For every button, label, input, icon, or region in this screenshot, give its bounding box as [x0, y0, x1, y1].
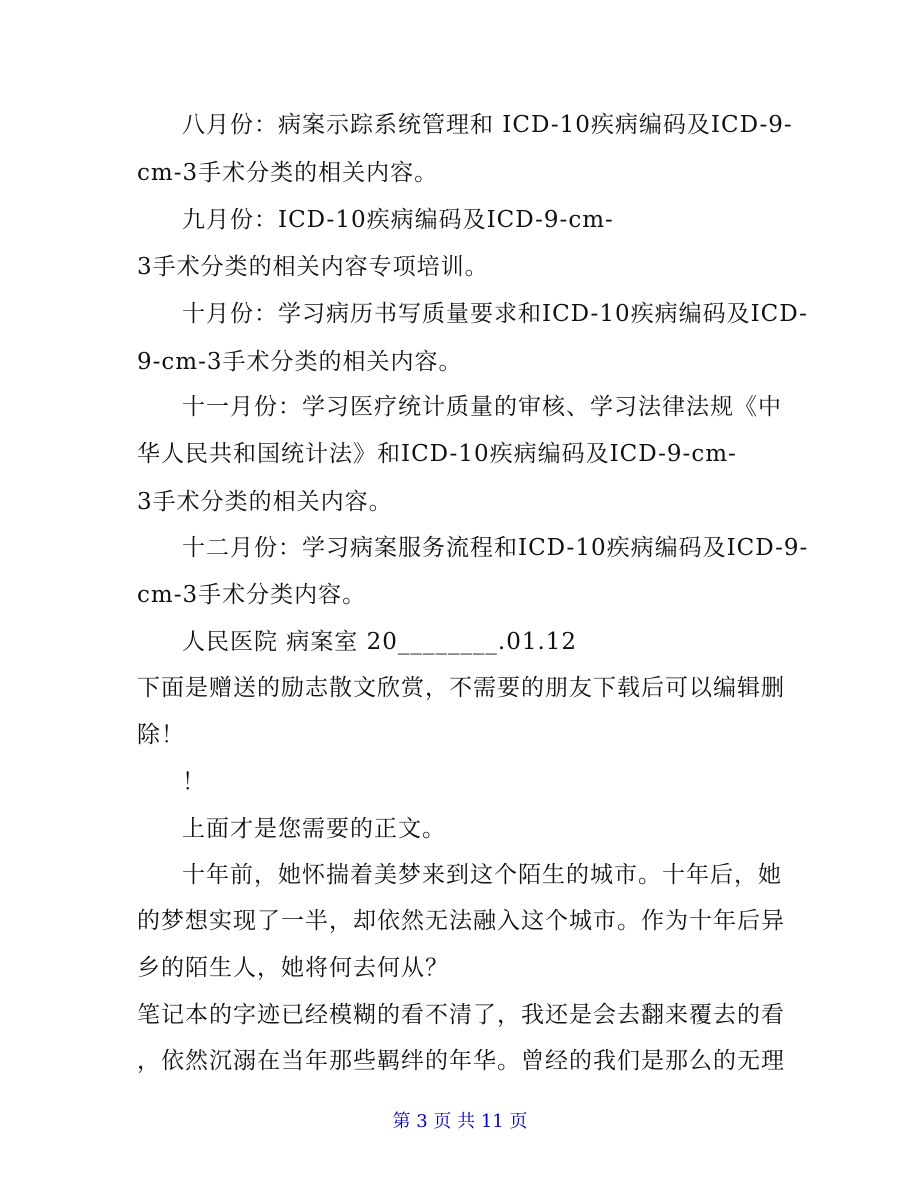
text-line: cm-3手术分类的相关内容。: [137, 160, 439, 186]
text-line: 的梦想实现了一半，却依然无法融入这个城市。作为十年后异: [137, 908, 785, 934]
text-line: 华人民共和国统计法》和ICD-10疾病编码及ICD-9-cm-: [137, 441, 737, 467]
text-line: 3手术分类的相关内容专项培训。: [137, 254, 489, 280]
text-line: 3手术分类的相关内容。: [137, 489, 393, 515]
text-line: 十年前，她怀揣着美梦来到这个陌生的城市。十年后，她: [182, 862, 782, 888]
text-line: 乡的陌生人，她将何去何从？: [137, 955, 449, 981]
text-line: ，依然沉溺在当年那些羁绊的年华。曾经的我们是那么的无理: [137, 1048, 785, 1074]
text-line: 除！: [137, 722, 185, 748]
text-line: 上面才是您需要的正文。: [182, 816, 446, 842]
text-line: 十一月份：学习医疗统计质量的审核、学习法律法规《中: [182, 394, 782, 420]
page-number-footer: 第 3 页 共 11 页: [392, 1111, 528, 1132]
text-line: 八月份：病案示踪系统管理和 ICD-10疾病编码及ICD-9-: [182, 112, 793, 138]
text-line: 十月份：学习病历书写质量要求和ICD-10疾病编码及ICD-: [182, 301, 808, 327]
text-line: 九月份：ICD-10疾病编码及ICD-9-cm-: [182, 207, 614, 233]
signature-line: 人民医院 病案室 20________.01.12: [182, 629, 578, 655]
text-line: 笔记本的字迹已经模糊的看不清了，我还是会去翻来覆去的看: [137, 1002, 785, 1028]
text-line: 十二月份：学习病案服务流程和ICD-10疾病编码及ICD-9-: [182, 535, 809, 561]
text-line: 9-cm-3手术分类的相关内容。: [137, 349, 463, 375]
text-line: ！: [182, 769, 206, 795]
text-line: 下面是赠送的励志散文欣赏，不需要的朋友下载后可以编辑删: [137, 675, 785, 701]
text-line: cm-3手术分类内容。: [137, 582, 367, 608]
